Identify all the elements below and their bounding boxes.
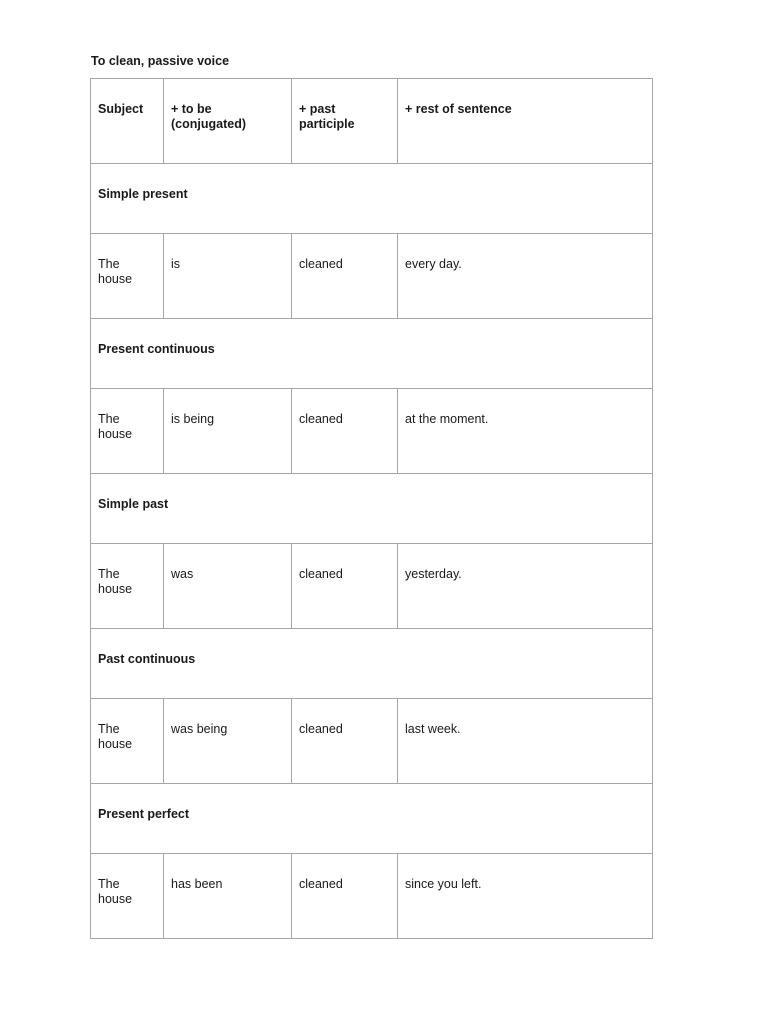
header-subject: Subject [91, 79, 164, 164]
section-row [91, 319, 653, 389]
cell-rest-of-sentence: since you left. [398, 854, 653, 939]
passive-voice-table [90, 78, 653, 939]
section-label: Simple present [91, 164, 653, 234]
section-label: Simple past [91, 474, 653, 544]
header-rest-of-sentence: + rest of sentence [398, 79, 653, 164]
table-row [91, 234, 653, 319]
header-to-be: + to be (conjugated) [164, 79, 292, 164]
cell-past-participle: cleaned [292, 234, 398, 319]
cell-subject: The house [91, 389, 164, 474]
cell-to-be: is being [164, 389, 292, 474]
cell-subject: The house [91, 544, 164, 629]
cell-subject: The house [91, 699, 164, 784]
table-row [91, 544, 653, 629]
table-row [91, 854, 653, 939]
table-row [91, 699, 653, 784]
section-row [91, 784, 653, 854]
section-label: Past continuous [91, 629, 653, 699]
table-header-row [91, 79, 653, 164]
cell-past-participle: cleaned [292, 854, 398, 939]
document-title: To clean, passive voice [91, 54, 230, 68]
table-row [91, 389, 653, 474]
cell-past-participle: cleaned [292, 699, 398, 784]
cell-rest-of-sentence: last week. [398, 699, 653, 784]
cell-to-be: was [164, 544, 292, 629]
cell-to-be: has been [164, 854, 292, 939]
cell-past-participle: cleaned [292, 544, 398, 629]
cell-past-participle: cleaned [292, 389, 398, 474]
section-row [91, 474, 653, 544]
section-label: Present perfect [91, 784, 653, 854]
cell-subject: The house [91, 234, 164, 319]
cell-to-be: was being [164, 699, 292, 784]
header-past-participle: + past participle [292, 79, 398, 164]
cell-rest-of-sentence: every day. [398, 234, 653, 319]
section-label: Present continuous [91, 319, 653, 389]
section-row [91, 629, 653, 699]
section-row [91, 164, 653, 234]
cell-rest-of-sentence: yesterday. [398, 544, 653, 629]
cell-to-be: is [164, 234, 292, 319]
cell-subject: The house [91, 854, 164, 939]
cell-rest-of-sentence: at the moment. [398, 389, 653, 474]
